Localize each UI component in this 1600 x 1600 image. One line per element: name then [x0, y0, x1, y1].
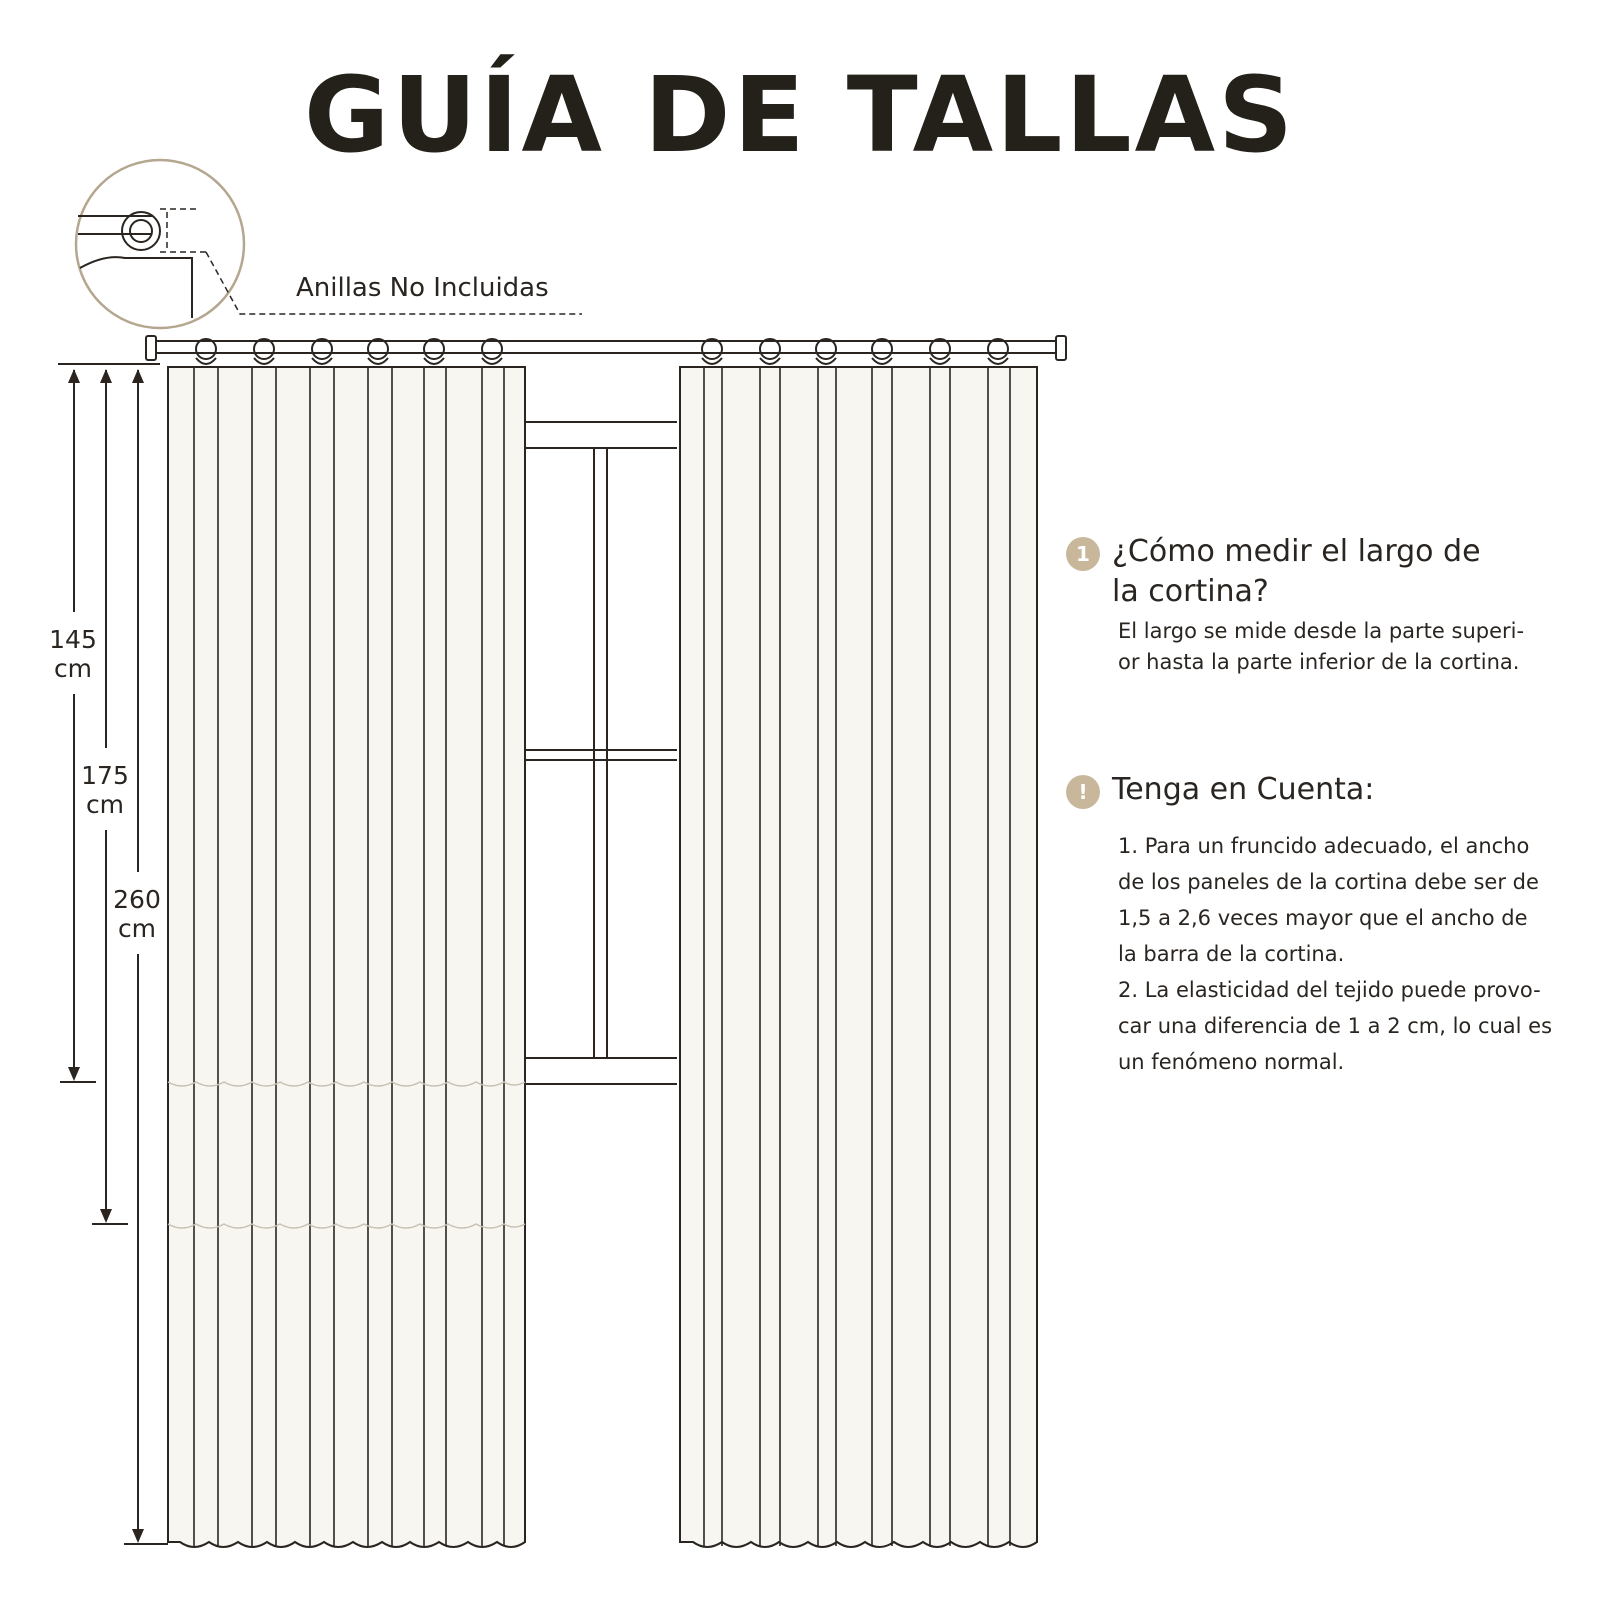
page-title: GUÍA DE TALLAS: [303, 54, 1297, 176]
how-to-measure-section: [1066, 532, 1586, 678]
how-to-measure-description: [1118, 616, 1586, 678]
measure-145-value: 145: [49, 625, 97, 654]
how-to-measure-heading: [1112, 532, 1532, 612]
note-line: 2. La elasticidad del tejido puede provo-: [1118, 978, 1541, 1002]
note-line: 1,5 a 2,6 veces mayor que el ancho de: [1118, 906, 1528, 930]
description-line: or hasta la parte inferior de la cortina.: [1118, 650, 1520, 674]
rings-not-included-label: Anillas No Incluidas: [296, 273, 549, 303]
measure-145-unit: cm: [53, 654, 93, 683]
heading-line: la cortina?: [1112, 574, 1269, 609]
note-line: la barra de la cortina.: [1118, 942, 1345, 966]
heading-line: ¿Cómo medir el largo de: [1112, 534, 1481, 569]
measurement-lines: [58, 364, 168, 1544]
warning-icon: !: [1066, 775, 1100, 809]
measure-175-unit: cm: [85, 790, 125, 819]
window-frame: [525, 422, 677, 1084]
notes-list: [1066, 828, 1586, 1080]
right-curtain-panel: [680, 367, 1037, 1547]
measure-260-unit: cm: [117, 914, 157, 943]
notes-heading: Tenga en Cuenta:: [1112, 772, 1375, 807]
note-line: un fenómeno normal.: [1118, 1050, 1345, 1074]
note-line: car una diferencia de 1 a 2 cm, lo cual es: [1118, 1014, 1553, 1038]
left-curtain-panel: [168, 367, 525, 1547]
step-one-badge: 1: [1066, 537, 1100, 571]
measure-175-value: 175: [81, 761, 129, 790]
description-line: El largo se mide desde la parte superi-: [1118, 619, 1525, 643]
measure-260-value: 260: [113, 885, 161, 914]
notes-section: [1066, 770, 1586, 1080]
note-line: 1. Para un fruncido adecuado, el ancho: [1118, 834, 1530, 858]
curtain-rod: [146, 336, 1066, 360]
note-line: de los paneles de la cortina debe ser de: [1118, 870, 1539, 894]
